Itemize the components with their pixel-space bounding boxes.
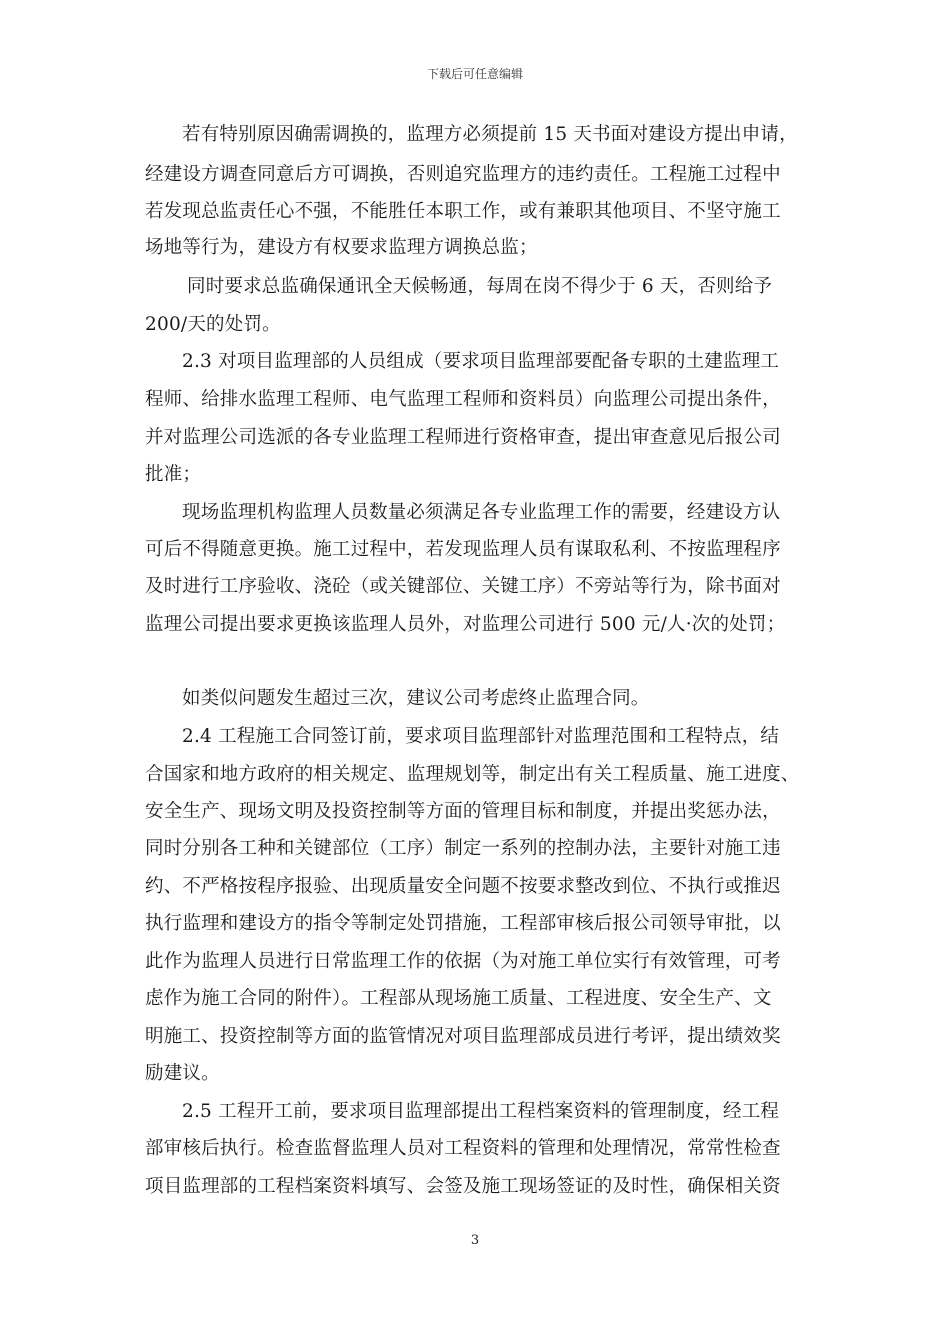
body-text-line: 励建议。 — [145, 1063, 220, 1084]
body-text-line: 如类似问题发生超过三次，建议公司考虑终止监理合同。 — [182, 688, 650, 709]
body-text-line: 程师、给排水监理工程师、电气监理工程师和资料员）向监理公司提出条件， — [145, 389, 781, 410]
body-text-line: 现场监理机构监理人员数量必须满足各专业监理工作的需要，经建设方认 — [182, 502, 781, 523]
body-text-line: 监理公司提出要求更换该监理人员外，对监理公司进行 500 元/人·次的处罚； — [145, 614, 786, 635]
body-text-line: 并对监理公司选派的各专业监理工程师进行资格审查，提出审查意见后报公司 — [145, 427, 781, 448]
body-text-line: 合国家和地方政府的相关规定、监理规划等，制定出有关工程质量、施工进度、 — [145, 764, 800, 785]
page-number: 3 — [470, 1233, 480, 1248]
body-text-line: 2.4 工程施工合同签订前，要求项目监理部针对监理范围和工程特点，结 — [182, 726, 780, 747]
body-text-line: 若发现总监责任心不强，不能胜任本职工作，或有兼职其他项目、不坚守施工 — [145, 201, 781, 222]
body-text-line: 同时分别各工种和关键部位（工序）制定一系列的控制办法，主要针对施工违 — [145, 838, 781, 859]
body-text-line: 200/天的处罚。 — [145, 314, 281, 335]
body-text-line: 虑作为施工合同的附件）。工程部从现场施工质量、工程进度、安全生产、文 — [145, 988, 772, 1009]
body-text-line: 项目监理部的工程档案资料填写、会签及施工现场签证的及时性，确保相关资 — [145, 1176, 781, 1197]
body-text-line: 执行监理和建设方的指令等制定处罚措施，工程部审核后报公司领导审批，以 — [145, 913, 781, 934]
body-text-line: 经建设方调查同意后方可调换，否则追究监理方的违约责任。工程施工过程中 — [145, 164, 781, 185]
body-text-line: 及时进行工序验收、浇砼（或关键部位、关键工序）不旁站等行为，除书面对 — [145, 576, 781, 597]
body-text-line: 可后不得随意更换。施工过程中，若发现监理人员有谋取私利、不按监理程序 — [145, 539, 781, 560]
body-text-line: 明施工、投资控制等方面的监管情况对项目监理部成员进行考评，提出绩效奖 — [145, 1026, 781, 1047]
body-text-line: 此作为监理人员进行日常监理工作的依据（为对施工单位实行有效管理，可考 — [145, 951, 781, 972]
body-text-line: 若有特别原因确需调换的，监理方必须提前 15 天书面对建设方提出申请， — [182, 124, 798, 145]
body-text-line: 部审核后执行。检查监督监理人员对工程资料的管理和处理情况，常常性检查 — [145, 1138, 781, 1159]
body-text-line: 2.3 对项目监理部的人员组成（要求项目监理部要配备专职的土建监理工 — [182, 351, 780, 372]
body-text-line: 安全生产、现场文明及投资控制等方面的管理目标和制度，并提出奖惩办法， — [145, 801, 781, 822]
body-text-line: 场地等行为，建设方有权要求监理方调换总监； — [145, 237, 538, 258]
body-text-line: 2.5 工程开工前，要求项目监理部提出工程档案资料的管理制度，经工程 — [182, 1101, 780, 1122]
body-text-line: 批准； — [145, 464, 202, 485]
body-text-line: 同时要求总监确保通讯全天候畅通，每周在岗不得少于 6 天，否则给予 — [187, 276, 773, 297]
page-header-note: 下载后可任意编辑 — [426, 67, 523, 81]
body-text-line: 约、不严格按程序报验、出现质量安全问题不按要求整改到位、不执行或推迟 — [145, 876, 781, 897]
